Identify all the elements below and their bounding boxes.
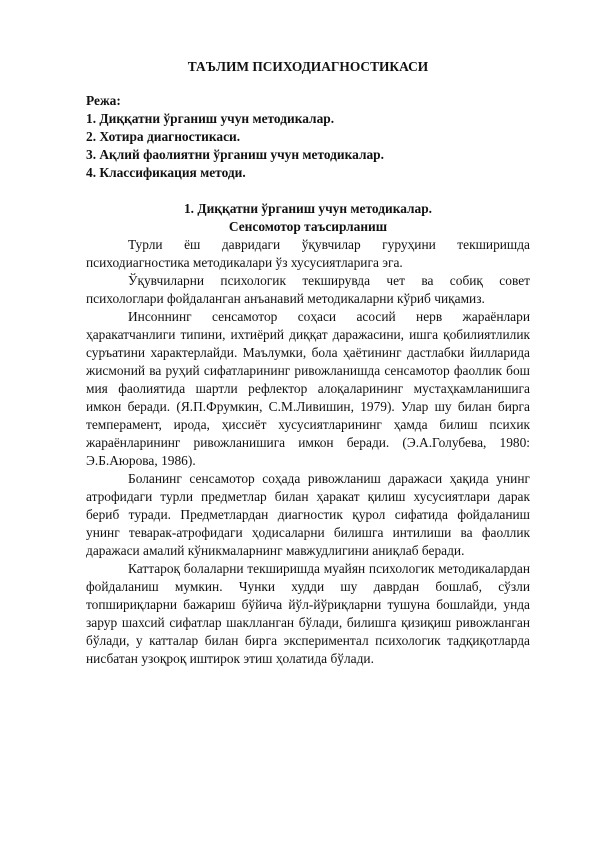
- paragraph-2: Ўқувчиларни психологик текширувда чет ва собиқ совет психологлари фойдаланган анъанавий методикаларни кўриб чиқамиз.: [86, 273, 530, 306]
- section-subheading: Сенсомотор таъсирланиш: [228, 219, 388, 234]
- document-title: ТАЪЛИМ ПСИХОДИАГНОСТИКАСИ: [187, 59, 429, 74]
- plan-item-1: 1. Диққатни ўрганиш учун методикалар.: [86, 111, 335, 126]
- plan-section: [86, 92, 530, 182]
- paragraph-1: Турли ёш давридаги ўқувчилар гуруҳини текширишда психодиагностика методикалари ўз хусусиятларига эга.: [86, 237, 530, 270]
- paragraph-4: Боланинг сенсамотор соҳада ривожланиш даражаси ҳақида унинг атрофидаги турли предметлар билан ҳаракат қилиш хусусиятлари дарак бериб туради. Предметлардан диагностик қурол сифатида фойдаланиш унинг теварак-атрофидаги ҳодисаларни билишга интилиши ва фаоллик даражаси амалий кўникмаларнинг мавжудлигини аниқлаб беради.: [86, 471, 530, 558]
- plan-item-4: 4. Классификация методи.: [86, 165, 246, 180]
- document-page: [86, 58, 530, 668]
- section-heading: 1. Диққатни ўрганиш учун методикалар.: [183, 201, 433, 216]
- paragraph-5: Каттароқ болаларни текширишда муайян психологик методикалардан фойдаланиш мумкин. Чунки худди шу даврдан бошлаб, сўзли топшириқларни бажариш бўйича йўл-йўриқларни тушуна бошлайди, унда зарур шахсий сифатлар шаклланган бўлади, билишга қизиқиш ривожланган бўлади, у катталар билан бирга экспериментал психологик тадқиқотларда нисбатан узоқроқ иштирок этиш ҳолатида бўлади.: [86, 561, 530, 666]
- plan-item-3: 3. Ақлий фаолиятни ўрганиш учун методикалар.: [86, 147, 384, 162]
- plan-label: Режа:: [86, 93, 121, 108]
- paragraph-3: Инсоннинг сенсамотор соҳаси асосий нерв жараёнлари ҳаракатчанлиги типини, ихтиёрий диққат даражасини, ишга қобилиятлилик суръатини характерлайди. Маълумки, бола ҳаётининг дастлабки йилларида жисмоний ва руҳий сифатларининг ривожланишда сенсамотор фаоллик бош мия фаолиятида шартли рефлектор алоқаларининг мустаҳкамланишига имкон беради. (Я.П.Фрумкин, С.М.Ливишин, 1979). Улар шу билан бирга темперамент, ирода, ҳиссиёт хусусиятларининг ҳамда билиш психик жараёнларининг ривожланишига имкон беради. (Э.А.Голубева, 1980: Э.Б.Аюрова, 1986).: [86, 309, 530, 468]
- plan-item-2: 2. Хотира диагностикаси.: [86, 129, 241, 144]
